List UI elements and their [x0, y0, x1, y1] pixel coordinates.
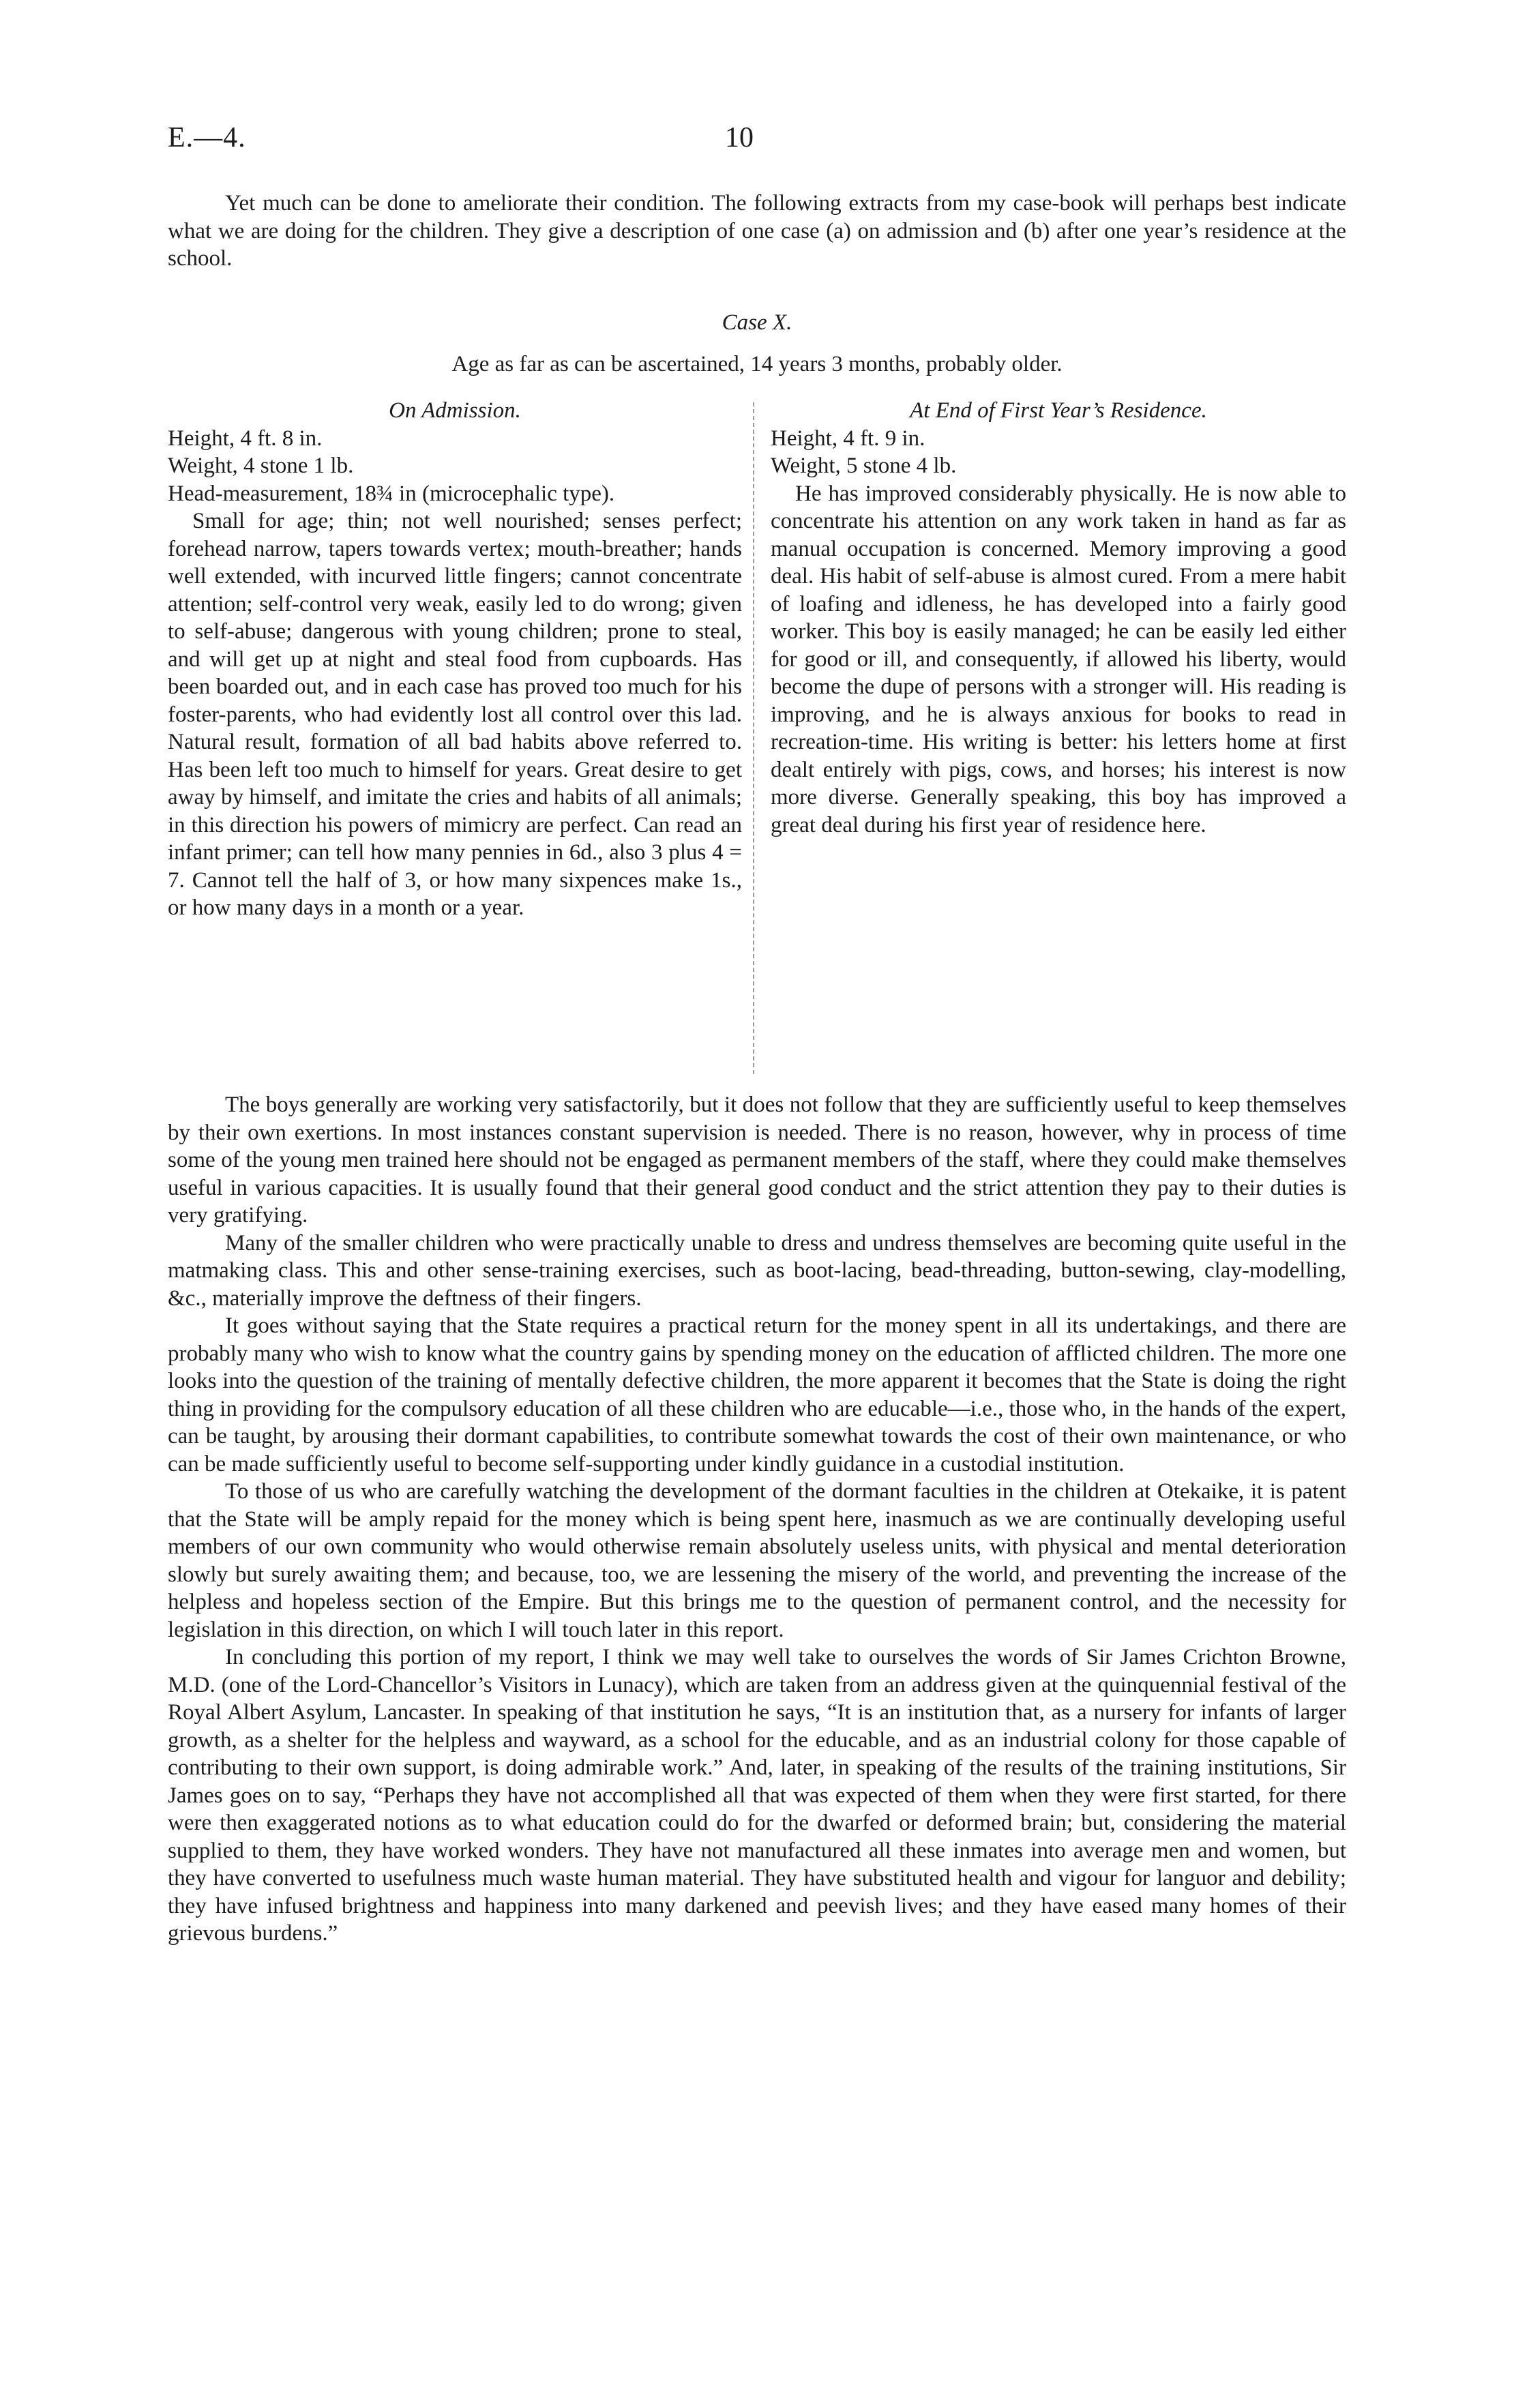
end-of-year-description: He has improved considerably physically. He is now able to concentrate his attention on any work taken in hand as far as manual occupation is concerned. Memory improving a good deal. His habit of self-abuse is almost cured. From a mere habit of loafing and idleness, he has developed into a fairly good worker. This boy is easily managed; he can be easily led either for good or ill, and consequently, if allowed his liberty, would become the dupe of persons with a stronger will. His reading is improving, and he is always anxious for books to read in recreation-time. His writing is better: his letters home at first dealt entirely with pigs, cows, and horses; his interest is now more diverse. Generally speaking, this boy has improved a great deal during his first year of residence here. [771, 481, 1346, 837]
end-of-year-weight: Weight, 5 stone 4 lb. [771, 454, 957, 478]
column-divider [753, 402, 754, 1074]
end-of-year-height: Height, 4 ft. 9 in. [771, 426, 925, 451]
paragraph-1: The boys generally are working very satisfactorily, but it does not follow that they are sufficiently useful to keep themselves by their own exertions. In most instances constant supervision is needed. There is no reason, however, why in process of time some of the young men trained here should not be engaged as permanent members of the staff, where they could make themselves useful in various capacities. It is usually found that their general good conduct and the strict attention they pay to their duties is very gratifying. [168, 1092, 1346, 1228]
end-of-year-column [771, 397, 1346, 839]
paragraph-2: Many of the smaller children who were practically unable to dress and undress themselves are becoming quite useful in the matmaking class. This and other sense-training exercises, such as boot-lacing, bead-threading, button-sewing, clay-modelling, &c., materially improve the deftness of their fingers. [168, 1230, 1346, 1311]
page-number: 10 [725, 122, 754, 153]
admission-weight: Weight, 4 stone 1 lb. [168, 454, 354, 478]
case-age: Age as far as can be ascertained, 14 years 3 months, probably older. [451, 352, 1063, 376]
end-of-year-heading: At End of First Year’s Residence. [910, 398, 1207, 423]
admission-height: Height, 4 ft. 8 in. [168, 426, 323, 451]
body-text [168, 1091, 1346, 1948]
paragraph-3: It goes without saying that the State requires a practical return for the money spent in all its undertakings, and there are probably many who wish to know what the country gains by spending money on the education of afflicted children. The more one looks into the question of the training of mentally defective children, the more apparent it becomes that the State is doing the right thing in providing for the compulsory education of all these children who are educable—i.e., those who, in the hands of the expert, can be taught, by arousing their dormant capabilities, to contribute somewhat towards the cost of their own maintenance, or who can be made sufficiently useful to become self-supporting under kindly guidance in a custodial institution. [168, 1313, 1346, 1476]
admission-description: Small for age; thin; not well nourished; senses perfect; forehead narrow, tapers towards vertex; mouth-breather; hands well extended, with incurved little fingers; cannot concentrate attention; self-control very weak, easily led to do wrong; given to self-abuse; dangerous with young children; prone to steal, and will get up at night and steal food from cupboards. Has been boarded out, and in each case has proved too much for his foster-parents, who had evidently lost all control over this lad. Natural result, formation of all bad habits above referred to. Has been left too much to himself for years. Great desire to get away by himself, and imitate the cries and habits of all animals; in this direction his powers of mimicry are perfect. Can read an infant primer; can tell how many pennies in 6d., also 3 plus 4 = 7. Cannot tell the half of 3, or how many sixpences make 1s., or how many days in a month or a year. [168, 509, 742, 920]
intro-block [168, 190, 1346, 273]
paragraph-4: To those of us who are carefully watching the development of the dormant faculties in the children at Otekaike, it is patent that the State will be amply repaid for the money which is being spent here, inasmuch as we are continually developing useful members of our own community who would otherwise remain absolutely useless units, with physical and mental deterioration slowly but surely awaiting them; and because, too, we are lessening the misery of the world, and preventing the increase of the helpless and hopeless section of the Empire. But this brings me to the question of permanent control, and the necessity for legislation in this direction, on which I will touch later in this report. [168, 1479, 1346, 1642]
document-reference: E.—4. [168, 122, 246, 153]
admission-head-measurement: Head-measurement, 18¾ in (microcephalic type). [168, 481, 615, 506]
paragraph-5: In concluding this portion of my report, I think we may well take to ourselves the words of Sir James Crichton Browne, M.D. (one of the Lord-Chancellor’s Visitors in Lunacy), which are taken from an address given at the quinquennial festival of the Royal Albert Asylum, Lancaster. In speaking of that institution he says, “It is an institution that, as a nursery for infants of larger growth, as a shelter for the helpless and wayward, as a school for the educable, and as an industrial colony for those capable of contributing to their own support, is doing admirable work.” And, later, in speaking of the results of the training institutions, Sir James goes on to say, “Perhaps they have not accomplished all that was expected of them when they were first started, for there were then exaggerated notions as to what education could do for the dwarfed or deformed brain; but, considering the material supplied to them, they have worked wonders. They have not manufactured all these inmates into average men and women, but they have converted to usefulness much waste human material. They have substituted health and vigour for languor and debility; they have infused brightness and happiness into many darkened and peevish lives; and they have eased many homes of their grievous burdens.” [168, 1645, 1346, 1946]
admission-column [168, 397, 742, 922]
intro-paragraph: Yet much can be done to ameliorate their condition. The following extracts from my case-book will perhaps best indicate what we are doing for the children. They give a description of one case (a) on admission and (b) after one year’s residence at the school. [168, 191, 1346, 271]
admission-heading: On Admission. [389, 398, 521, 423]
case-title: Case X. [722, 310, 792, 335]
